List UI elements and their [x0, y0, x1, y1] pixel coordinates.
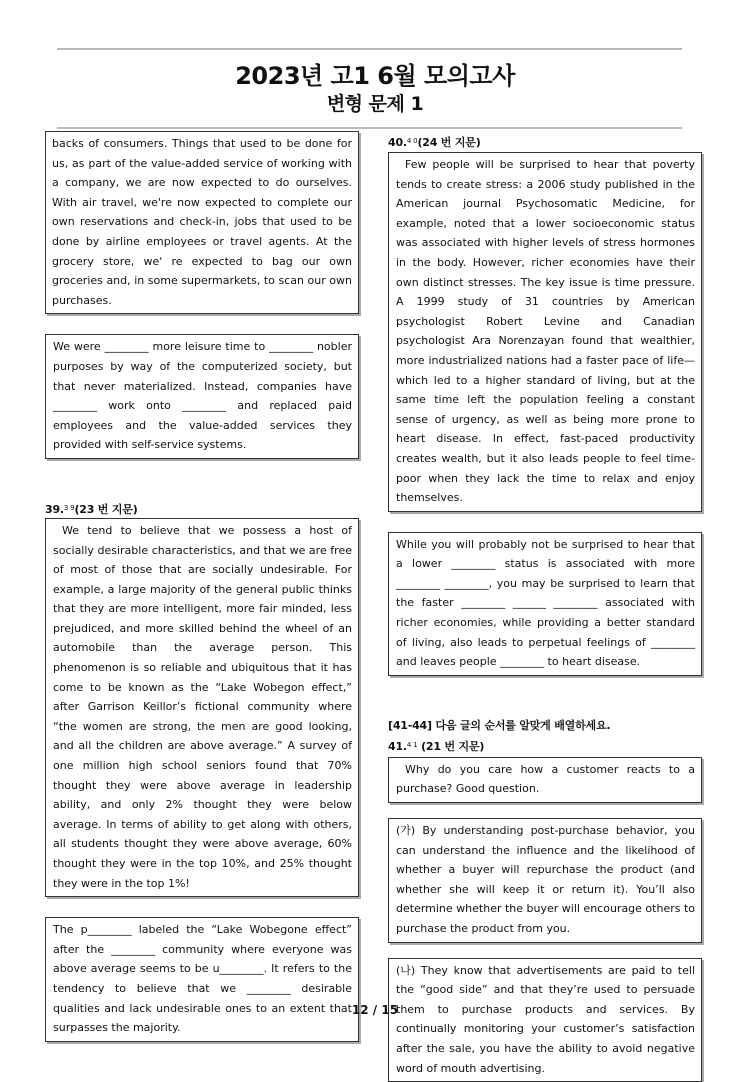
summary-40: While you will probably not be surprised to hear that a lower ________ status is associated with more ________ ________, you may be surprised to learn that the faster ________ ______ ________ associated with richer economies, while providing a better standard of living, also leads to perpetual feelings of ________ and leaves people ________ to heart disease.: [388, 532, 702, 676]
question-40-number: 40.: [388, 136, 407, 149]
question-39-sup: 3 9: [63, 503, 75, 512]
left-column: [45, 131, 359, 1042]
question-40-sup: 4 0: [406, 137, 418, 145]
question-39-number: 39.: [45, 502, 64, 516]
question-41-label: [388, 738, 702, 754]
page-number: 12 / 15: [351, 1003, 399, 1017]
question-40-label: [388, 134, 702, 150]
page-title: 2023년 고1 6월 모의고사: [235, 62, 515, 90]
passage-40: Few people will be surprised to hear that poverty tends to create stress: a 2006 study published in the American journal Psychosomatic Medicine, for example, noted that a lower socioeconomic status was associated with higher levels of stress hormones in the body. However, richer economies have their own distinct stresses. The key issue is time pressure. A 1999 study of 31 countries by American psychologist Robert Levine and Canadian psychologist Ara Norenzayan found that wealthier, more industrialized nations had a faster pace of life—which led to a higher standard of living, but at the same time left the population feeling a constant sense of urgency, as well as being more prone to heart disease. In effect, fast-paced productivity creates wealth, but it also leads people to feel time-poor when they lack the time to relax and enjoy themselves.: [388, 152, 702, 512]
question-41-number: 41.: [388, 739, 407, 753]
instruction-41-44: [41-44] 다음 글의 순서를 알맞게 배열하세요.: [388, 718, 611, 732]
question-41-sup: 4 1: [406, 740, 418, 749]
right-column: [388, 134, 702, 1082]
passage-39: We tend to believe that we possess a host of socially desirable characteristics, and that we are free of most of those that are socially undesirable. For example, a large majority of the general public thinks that they are more intelligent, more fair minded, less prejudiced, and more skilled behind the wheel of an automobile than the average person. This phenomenon is so reliable and ubiquitous that it has come to be known as the “Lake Wobegon effect,” after Garrison Keillor’s fictional community where “the women are strong, the men are good looking, and all the children are above average.” A survey of one million high school seniors found that 70% thought they were above average in leadership ability, and only 2% thought they were below average. In terms of ability to get along with others, all students thought they were above average, 60% thought they were in the top 10%, and 25% thought they were in the top 1%!: [45, 518, 359, 897]
summary-38: We were ________ more leisure time to ________ nobler purposes by way of the computerized society, but that never materialized. Instead, companies have ________ work onto ________ and replaced paid employees and the value-added services they provided with self-service systems.: [45, 334, 359, 459]
question-40-source: (24 번 지문): [417, 136, 481, 149]
summary-39: The p________ labeled the “Lake Wobegone effect” after the ________ community where everyone was above average seems to be u________. It refers to the tendency to believe that we ________ desirable qualities and lack undesirable ones to an extent that surpasses the majority.: [45, 917, 359, 1042]
passage-41-option-na: (나) They know that advertisements are paid to tell the “good side” and that they’re used to persuade them to purchase products and services. By continually monitoring your customer’s satisfaction after the sale, you have the ability to avoid negative word of mouth advertising.: [388, 958, 702, 1082]
passage-41-intro: Why do you care how a customer reacts to a purchase? Good question.: [388, 757, 702, 803]
header-top-rule: [57, 48, 682, 50]
question-39-label: [45, 501, 359, 517]
passage-41-option-ga: (가) By understanding post-purchase behavior, you can understand the influence and the likelihood of whether a buyer will repurchase the product (and whether she will keep it or return it). You’ll also determine whether the buyer will encourage others to purchase the product from you.: [388, 818, 702, 943]
passage-38-continued: backs of consumers. Things that used to be done for us, as part of the value-added service of working with a company, we are now expected to do ourselves. With air travel, we're now expected to complete our own reservations and check-in, jobs that used to be done by airline employees or travel agents. At the grocery store, we' re expected to bag our own groceries and, in some supermarkets, to scan our own purchases.: [45, 131, 359, 314]
question-39-source: (23 번 지문): [74, 502, 138, 516]
question-41-source: (21 번 지문): [421, 739, 485, 753]
header-bottom-rule: [57, 127, 682, 129]
page-subtitle: 변형 문제 1: [326, 93, 424, 115]
